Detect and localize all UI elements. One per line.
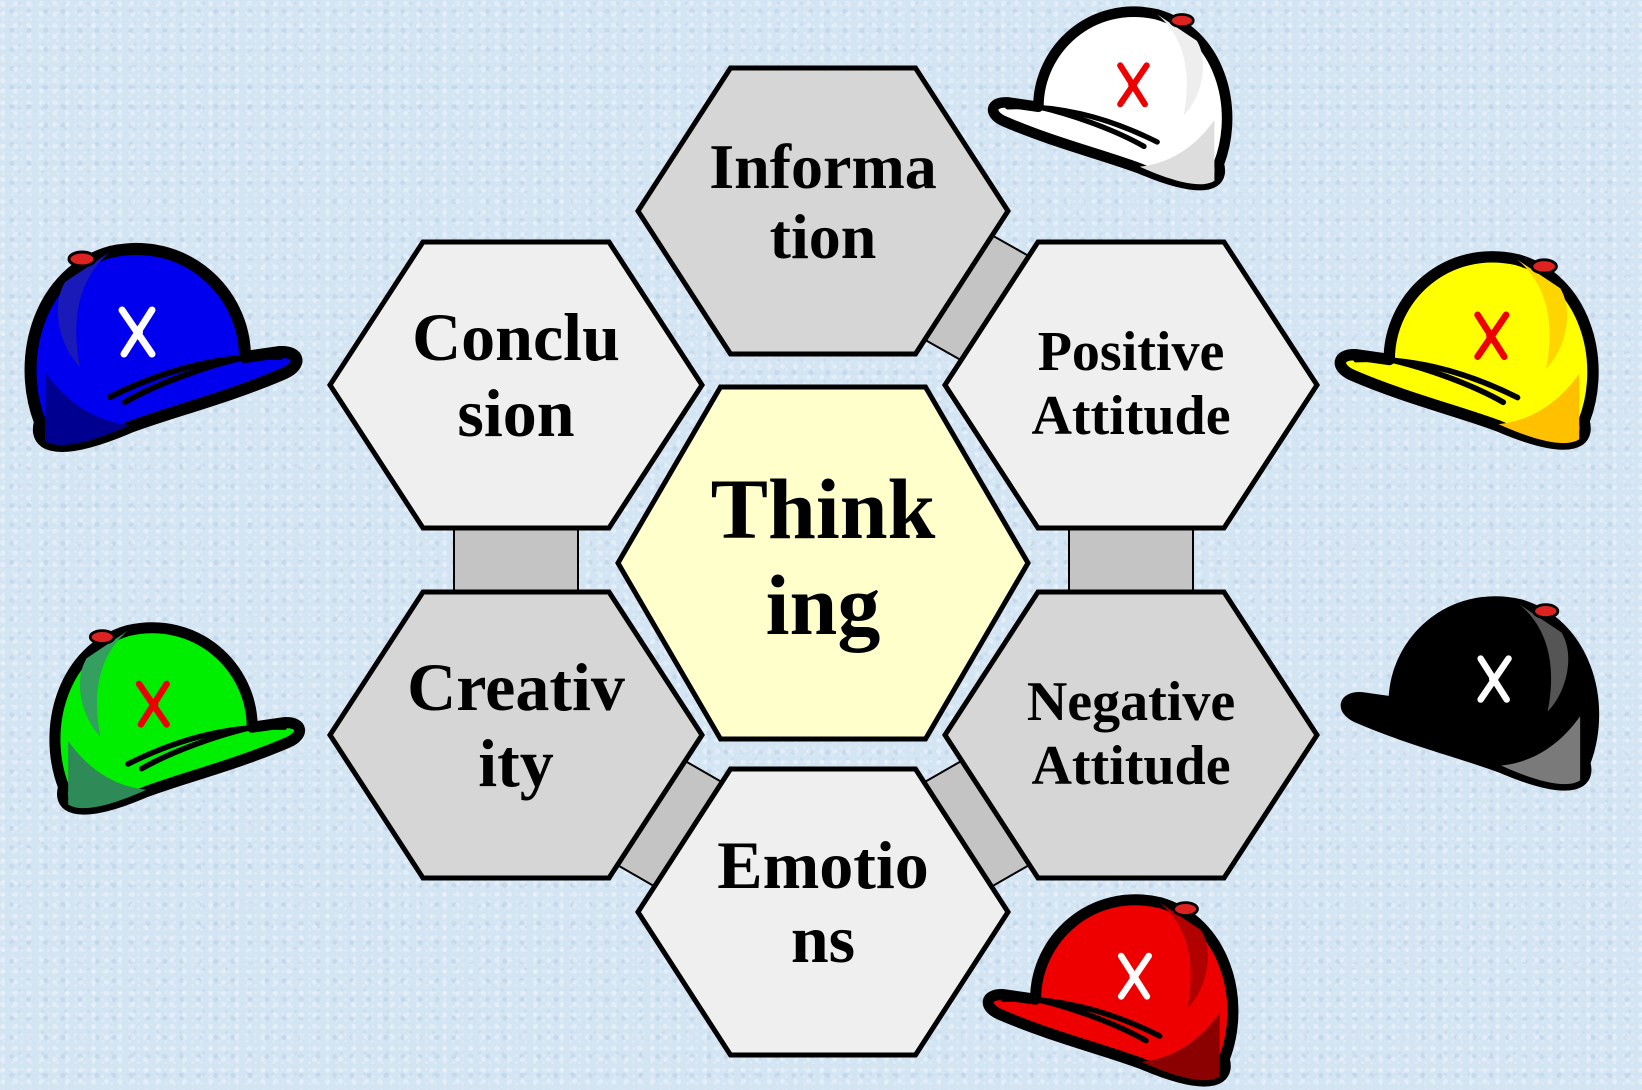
red-hat-icon [988, 900, 1233, 1081]
hexagon-creativity-label-line-1: Creativ [407, 649, 625, 726]
white-hat-icon [993, 12, 1227, 185]
yellow-hat-icon [1340, 257, 1593, 444]
hexagon-emotions-label-line-1: Emotio [717, 827, 929, 904]
hexagon-conclusion-label-line-1: Conclu [412, 299, 620, 376]
hexagon-center-label-line-2: ing [765, 557, 881, 654]
hexagon-conclusion [330, 242, 702, 528]
hexagon-center-label-line-1: Think [710, 461, 936, 558]
hexagon-information-label-line-2: tion [769, 200, 877, 272]
hexagon-negative-attitude-label-line-1: Negative [1026, 671, 1236, 733]
hexagon-information-label-line-1: Informa [709, 130, 937, 202]
hexagon-center [618, 387, 1028, 739]
hexagon-emotions-label-line-2: ns [790, 901, 856, 978]
hexagon-positive-attitude-label-line-2: Attitude [1031, 385, 1231, 447]
green-hat-icon [55, 628, 300, 809]
hexagon-negative-attitude-label-line-2: Attitude [1031, 735, 1231, 797]
black-hat-icon [1346, 602, 1593, 785]
hexagon-creativity-label-line-2: ity [478, 725, 554, 802]
hexagon-conclusion-label-line-2: sion [457, 375, 575, 452]
hexagon-positive-attitude-label-line-1: Positive [1037, 321, 1225, 383]
blue-hat-icon [31, 249, 297, 446]
